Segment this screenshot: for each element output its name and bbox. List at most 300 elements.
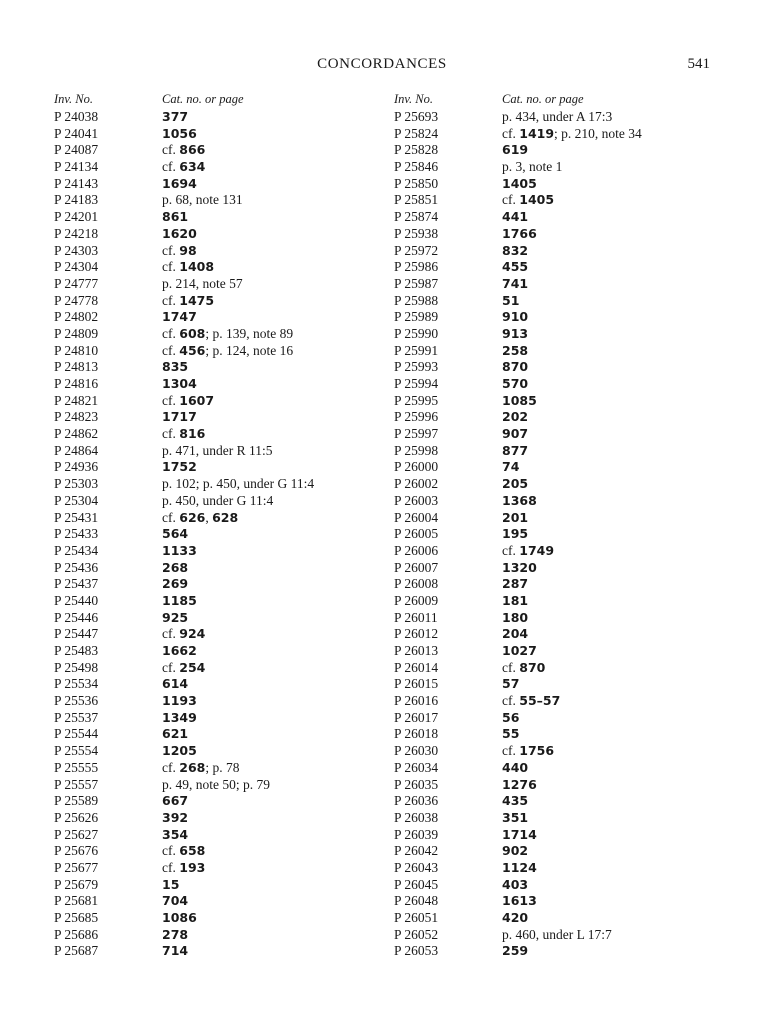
catalogue-number: 1475	[179, 292, 215, 308]
reference-text: cf.	[162, 325, 180, 341]
catalogue-reference	[162, 326, 293, 343]
catalogue-reference	[502, 376, 528, 393]
catalogue-number: 204	[502, 626, 529, 642]
reference-text: p. 214, note 57	[162, 275, 243, 291]
inventory-number: P 26002	[394, 476, 439, 492]
catalogue-number: 1056	[162, 125, 197, 141]
inventory-number: P 26018	[394, 726, 439, 742]
catalogue-number: 403	[502, 876, 529, 892]
concordance-row	[54, 676, 384, 693]
catalogue-number: 1613	[502, 893, 537, 909]
catalogue-number: 55–57	[519, 693, 561, 709]
catalogue-number: 1368	[502, 492, 537, 508]
catalogue-reference	[162, 743, 197, 760]
catalogue-number: 440	[502, 759, 529, 775]
concordance-row	[394, 309, 724, 326]
reference-text: cf.	[162, 659, 180, 675]
catalogue-reference	[162, 810, 188, 827]
concordance-row	[54, 443, 384, 460]
inventory-number: P 25996	[394, 409, 439, 425]
concordance-row	[394, 243, 724, 260]
concordance-row	[394, 843, 724, 860]
inventory-number: P 25433	[54, 526, 99, 542]
reference-text: cf.	[502, 192, 520, 208]
concordance-row	[54, 176, 384, 193]
catalogue-reference	[162, 827, 188, 844]
concordance-row	[54, 710, 384, 727]
catalogue-reference	[162, 459, 197, 476]
catalogue-reference	[502, 109, 612, 126]
reference-text: cf.	[162, 242, 180, 258]
inv-no-heading: Inv. No.	[54, 92, 93, 106]
catalogue-reference	[162, 710, 197, 727]
catalogue-reference	[502, 543, 554, 560]
inventory-number: P 25589	[54, 793, 99, 809]
reference-text: cf.	[162, 759, 180, 775]
catalogue-reference	[502, 843, 528, 860]
catalogue-reference	[502, 293, 519, 310]
inventory-number: P 25434	[54, 542, 99, 558]
reference-text: cf.	[162, 626, 180, 642]
concordance-row	[54, 910, 384, 927]
catalogue-reference	[162, 760, 239, 777]
reference-text: cf.	[162, 392, 180, 408]
concordance-row	[54, 893, 384, 910]
catalogue-reference	[502, 560, 537, 577]
inventory-number: P 25447	[54, 626, 99, 642]
concordance-row	[54, 376, 384, 393]
concordance-row	[394, 576, 724, 593]
inventory-number: P 24041	[54, 125, 99, 141]
reference-text: cf.	[162, 159, 180, 175]
inventory-number: P 25989	[394, 309, 439, 325]
catalogue-number: 714	[162, 943, 189, 959]
concordance-row	[394, 526, 724, 543]
catalogue-reference	[162, 159, 205, 176]
inventory-number: P 25554	[54, 743, 99, 759]
concordance-row	[394, 126, 724, 143]
concordance-row	[54, 343, 384, 360]
inventory-number: P 25626	[54, 809, 99, 825]
catalogue-reference	[162, 893, 188, 910]
catalogue-reference	[502, 827, 537, 844]
concordance-row	[54, 593, 384, 610]
inventory-number: P 25437	[54, 576, 99, 592]
catalogue-reference	[162, 476, 314, 493]
catalogue-reference	[502, 660, 545, 677]
concordance-row	[394, 543, 724, 560]
inventory-number: P 24218	[54, 225, 99, 241]
concordance-row	[394, 192, 724, 209]
concordance-row	[394, 426, 724, 443]
catalogue-reference	[502, 860, 537, 877]
inventory-number: P 26000	[394, 459, 439, 475]
catalogue-number: 56	[502, 709, 520, 725]
catalogue-reference	[162, 309, 197, 326]
catalogue-number: 1752	[162, 459, 197, 475]
reference-text: cf.	[502, 659, 520, 675]
catalogue-number: 1133	[162, 542, 197, 558]
inventory-number: P 24777	[54, 275, 99, 291]
inventory-number: P 25431	[54, 509, 99, 525]
concordance-row	[394, 142, 724, 159]
catalogue-reference	[502, 910, 528, 927]
reference-text: p. 471, under R 11:5	[162, 442, 273, 458]
catalogue-reference	[502, 226, 537, 243]
catalogue-number: 351	[502, 809, 529, 825]
catalogue-reference	[162, 777, 270, 794]
catalogue-reference	[502, 643, 537, 660]
page-header	[54, 56, 710, 78]
catalogue-number: 816	[179, 426, 206, 442]
inventory-number: P 25995	[394, 392, 439, 408]
catalogue-number: 910	[502, 309, 529, 325]
concordance-column-left	[54, 92, 384, 960]
catalogue-reference	[162, 676, 188, 693]
catalogue-number: 98	[179, 242, 197, 258]
concordance-row	[394, 760, 724, 777]
catalogue-reference	[502, 877, 528, 894]
concordance-row	[54, 610, 384, 627]
catalogue-number: 1620	[162, 225, 197, 241]
catalogue-reference	[162, 109, 188, 126]
reference-text: cf.	[502, 693, 520, 709]
catalogue-reference	[162, 643, 197, 660]
catalogue-reference	[162, 409, 197, 426]
inventory-number: P 25994	[394, 376, 439, 391]
reference-text: cf.	[162, 259, 180, 275]
concordance-row	[394, 810, 724, 827]
catalogue-number: 420	[502, 910, 529, 925]
catalogue-reference	[502, 726, 519, 743]
catalogue-number: 628	[212, 509, 239, 525]
catalogue-number: 392	[162, 809, 189, 825]
catalogue-number: 1027	[502, 643, 537, 658]
catalogue-number: 1714	[502, 826, 537, 842]
concordance-row	[54, 243, 384, 260]
reference-text: p. 434, under A 17:3	[502, 109, 613, 124]
catalogue-reference	[502, 793, 528, 810]
column-header	[394, 92, 724, 109]
cat-no-heading: Cat. no. or page	[162, 92, 244, 106]
reference-text: cf.	[502, 743, 520, 759]
inventory-number: P 26035	[394, 776, 439, 792]
reference-text: cf.	[162, 142, 180, 158]
concordance-row	[394, 226, 724, 243]
catalogue-number: 193	[179, 859, 206, 875]
inventory-number: P 26051	[394, 910, 439, 925]
catalogue-number: 658	[179, 843, 206, 859]
catalogue-reference	[502, 192, 554, 209]
inventory-number: P 25534	[54, 676, 99, 692]
inventory-number: P 25972	[394, 242, 439, 258]
inventory-number: P 25988	[394, 292, 439, 308]
inventory-number: P 25677	[54, 859, 99, 875]
catalogue-number: 634	[179, 159, 206, 175]
catalogue-number: 614	[162, 676, 189, 692]
catalogue-number: 1766	[502, 225, 537, 241]
concordance-row	[54, 543, 384, 560]
cat-no-heading: Cat. no. or page	[502, 92, 584, 106]
concordance-row	[394, 293, 724, 310]
inventory-number: P 25986	[394, 259, 439, 275]
inventory-number: P 25938	[394, 225, 439, 241]
inventory-number: P 25627	[54, 826, 99, 842]
inventory-number: P 26012	[394, 626, 439, 642]
inventory-number: P 26030	[394, 743, 439, 759]
concordance-row	[54, 943, 384, 960]
inventory-number: P 25436	[54, 559, 99, 575]
catalogue-number: 1086	[162, 910, 197, 925]
catalogue-number: 741	[502, 275, 529, 291]
reference-text: p. 102; p. 450, under G 11:4	[162, 476, 315, 492]
concordance-row	[54, 843, 384, 860]
concordance-row	[54, 560, 384, 577]
catalogue-number: 870	[502, 359, 529, 375]
catalogue-reference	[162, 560, 188, 577]
inventory-number: P 24823	[54, 409, 99, 425]
concordance-row	[394, 693, 724, 710]
catalogue-number: 180	[502, 609, 529, 625]
concordance-row	[54, 510, 384, 527]
catalogue-number: 1747	[162, 309, 197, 325]
catalogue-number: 1185	[162, 592, 197, 608]
concordance-row	[54, 777, 384, 794]
catalogue-reference	[502, 526, 528, 543]
inventory-number: P 24864	[54, 442, 99, 458]
catalogue-number: 269	[162, 576, 189, 592]
catalogue-number: 254	[179, 659, 206, 675]
catalogue-number: 205	[502, 476, 529, 492]
catalogue-number: 1408	[179, 259, 215, 275]
catalogue-number: 564	[162, 526, 189, 542]
catalogue-reference	[162, 126, 197, 143]
inventory-number: P 25440	[54, 592, 99, 608]
catalogue-reference	[162, 276, 243, 293]
catalogue-number: 259	[502, 943, 529, 959]
reference-text: ; p. 78	[205, 759, 240, 775]
inventory-number: P 25537	[54, 709, 99, 725]
catalogue-reference	[502, 326, 528, 343]
catalogue-reference	[502, 443, 528, 460]
catalogue-number: 1419	[519, 125, 555, 141]
reference-text: cf.	[502, 125, 520, 141]
catalogue-reference	[502, 126, 642, 143]
inventory-number: P 26009	[394, 592, 439, 608]
catalogue-reference	[162, 359, 188, 376]
catalogue-number: 1304	[162, 376, 197, 391]
catalogue-reference	[162, 726, 188, 743]
catalogue-reference	[502, 743, 554, 760]
concordance-row	[54, 293, 384, 310]
reference-text: ; p. 124, note 16	[205, 342, 294, 358]
concordance-row	[54, 860, 384, 877]
concordance-row	[394, 109, 724, 126]
concordance-row	[54, 526, 384, 543]
catalogue-reference	[502, 593, 528, 610]
catalogue-number: 456	[179, 342, 206, 358]
catalogue-number: 377	[162, 109, 189, 124]
concordance-row	[394, 927, 724, 944]
catalogue-number: 866	[179, 142, 206, 158]
inventory-number: P 24862	[54, 426, 99, 442]
catalogue-reference	[502, 693, 560, 710]
concordance-row	[394, 743, 724, 760]
concordance-row	[394, 660, 724, 677]
inventory-number: P 25557	[54, 776, 99, 792]
inventory-number: P 26038	[394, 809, 439, 825]
concordance-row	[394, 560, 724, 577]
inventory-number: P 26045	[394, 876, 439, 892]
catalogue-reference	[162, 860, 205, 877]
inventory-number: P 25676	[54, 843, 99, 859]
catalogue-number: 835	[162, 359, 189, 375]
concordance-row	[394, 326, 724, 343]
inventory-number: P 24134	[54, 159, 99, 175]
concordance-row	[394, 910, 724, 927]
catalogue-reference	[502, 426, 528, 443]
catalogue-reference	[502, 610, 528, 627]
catalogue-reference	[502, 943, 528, 960]
catalogue-reference	[502, 710, 519, 727]
catalogue-number: 570	[502, 376, 529, 391]
inventory-number: P 26017	[394, 709, 439, 725]
inventory-number: P 24087	[54, 142, 99, 158]
inventory-number: P 24038	[54, 109, 99, 124]
catalogue-reference	[502, 159, 562, 176]
reference-text: ; p. 210, note 34	[554, 125, 642, 141]
catalogue-number: 861	[162, 209, 189, 225]
catalogue-reference	[162, 793, 188, 810]
catalogue-reference	[502, 359, 528, 376]
inventory-number: P 26052	[394, 926, 439, 942]
inventory-number: P 25498	[54, 659, 99, 675]
concordance-row	[54, 576, 384, 593]
inventory-number: P 26013	[394, 643, 439, 658]
concordance-row	[394, 476, 724, 493]
inventory-number: P 24813	[54, 359, 99, 375]
inventory-number: P 24778	[54, 292, 99, 308]
concordance-row	[394, 176, 724, 193]
concordance-row	[54, 493, 384, 510]
concordance-row	[394, 643, 724, 660]
concordance-row	[394, 710, 724, 727]
catalogue-reference	[162, 910, 197, 927]
concordance-row	[54, 159, 384, 176]
concordance-row	[54, 693, 384, 710]
catalogue-number: 258	[502, 342, 529, 358]
concordance-row	[394, 626, 724, 643]
inventory-number: P 24143	[54, 175, 99, 191]
catalogue-number: 913	[502, 325, 529, 341]
inventory-number: P 26053	[394, 943, 439, 959]
concordance-row	[394, 676, 724, 693]
concordance-row	[54, 326, 384, 343]
catalogue-number: 1205	[162, 743, 197, 759]
catalogue-number: 924	[179, 626, 206, 642]
catalogue-reference	[162, 259, 214, 276]
concordance-row	[394, 409, 724, 426]
inventory-number: P 25304	[54, 492, 99, 508]
catalogue-reference	[502, 760, 528, 777]
concordance-row	[394, 443, 724, 460]
inventory-number: P 24810	[54, 342, 99, 358]
catalogue-reference	[502, 459, 519, 476]
inventory-number: P 26039	[394, 826, 439, 842]
concordance-row	[394, 610, 724, 627]
page-number: 541	[687, 56, 710, 72]
concordance-row	[394, 877, 724, 894]
inventory-number: P 25681	[54, 893, 99, 909]
catalogue-reference	[502, 510, 528, 527]
concordance-row	[54, 760, 384, 777]
catalogue-reference	[162, 142, 205, 159]
catalogue-reference	[162, 693, 197, 710]
catalogue-number: 608	[179, 325, 206, 341]
inventory-number: P 25303	[54, 476, 99, 492]
catalogue-number: 1717	[162, 409, 197, 425]
concordance-row	[394, 510, 724, 527]
concordance-row	[394, 259, 724, 276]
reference-text: cf.	[502, 542, 520, 558]
reference-text: p. 49, note 50; p. 79	[162, 776, 270, 792]
inventory-number: P 26014	[394, 659, 439, 675]
concordance-row	[54, 259, 384, 276]
catalogue-reference	[502, 626, 528, 643]
catalogue-number: 1349	[162, 709, 197, 725]
inventory-number: P 25998	[394, 442, 439, 458]
catalogue-number: 1756	[519, 743, 555, 759]
concordance-row	[54, 226, 384, 243]
inventory-number: P 25874	[394, 209, 439, 225]
concordance-row	[394, 943, 724, 960]
concordance-row	[54, 743, 384, 760]
catalogue-reference	[502, 176, 537, 193]
catalogue-reference	[502, 393, 537, 410]
catalogue-reference	[502, 343, 528, 360]
concordance-row	[54, 192, 384, 209]
catalogue-reference	[502, 810, 528, 827]
concordance-row	[54, 827, 384, 844]
concordance-row	[54, 810, 384, 827]
concordance-row	[54, 793, 384, 810]
concordance-row	[54, 927, 384, 944]
concordance-row	[394, 393, 724, 410]
concordance-row	[394, 860, 724, 877]
catalogue-reference	[502, 777, 537, 794]
catalogue-reference	[502, 209, 528, 226]
catalogue-number: 626	[179, 509, 206, 525]
column-header	[54, 92, 384, 109]
concordance-row	[54, 409, 384, 426]
catalogue-reference	[162, 226, 197, 243]
inventory-number: P 24809	[54, 325, 99, 341]
catalogue-number: 268	[162, 559, 189, 575]
inventory-number: P 26003	[394, 492, 439, 508]
inventory-number: P 24821	[54, 392, 99, 408]
inventory-number: P 24816	[54, 376, 99, 391]
inventory-number: P 26043	[394, 859, 439, 875]
concordance-row	[54, 476, 384, 493]
concordance-row	[54, 359, 384, 376]
catalogue-number: 268	[179, 759, 206, 775]
inventory-number: P 26004	[394, 509, 439, 525]
inventory-number: P 25483	[54, 643, 99, 658]
inventory-number: P 26034	[394, 759, 439, 775]
concordance-row	[54, 309, 384, 326]
catalogue-reference	[162, 943, 188, 960]
concordance-row	[54, 109, 384, 126]
